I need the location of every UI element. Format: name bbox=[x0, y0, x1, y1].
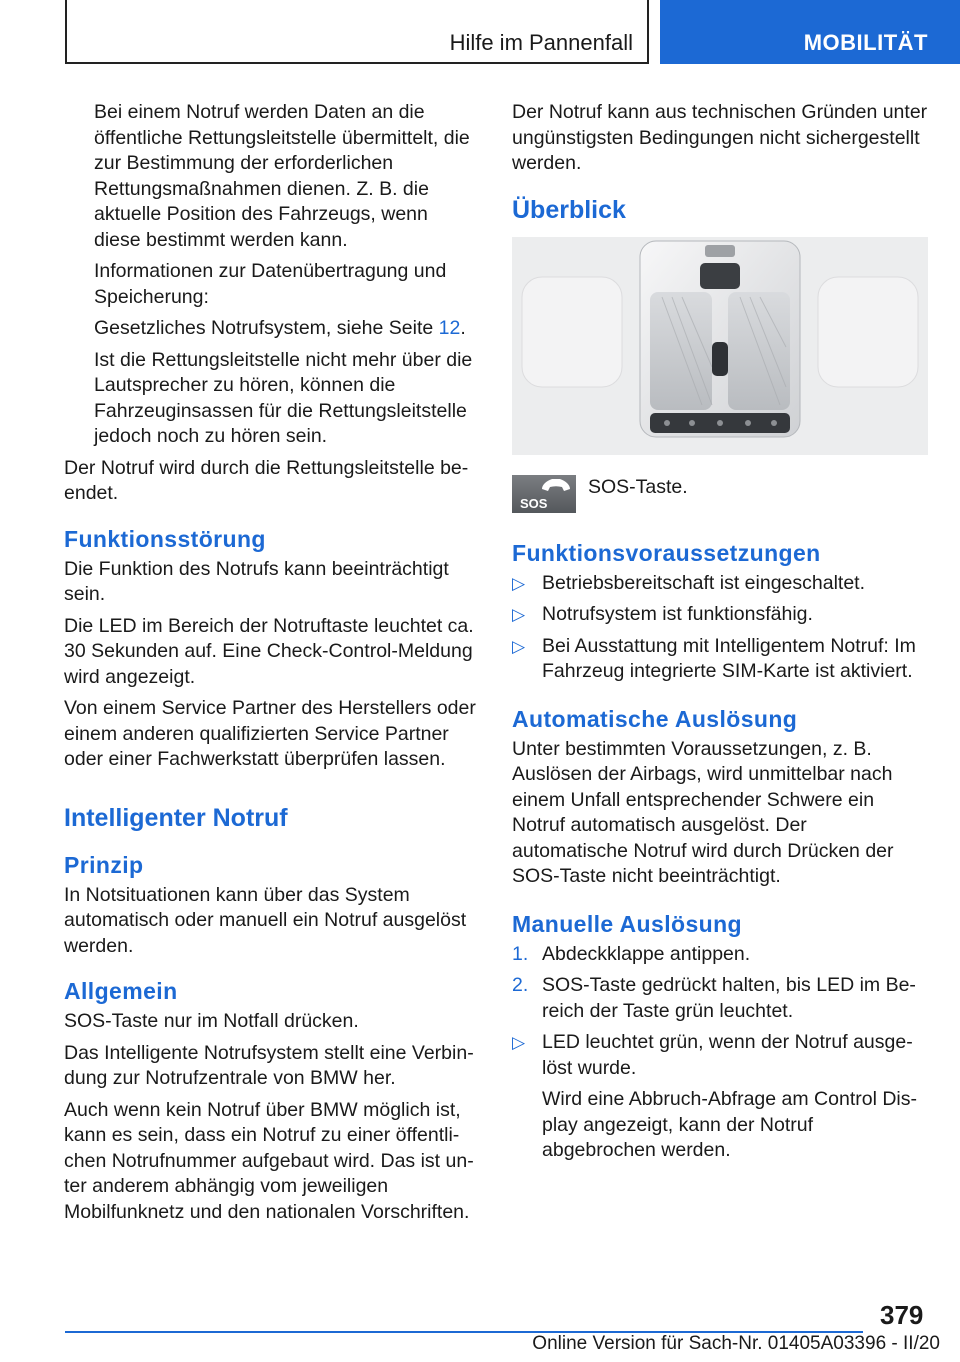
section-title: Hilfe im Pannenfall bbox=[449, 30, 633, 55]
paragraph: Wird eine Abbruch-Abfrage am Control Display angezeigt, kann der Notruf abgebrochen werden. bbox=[542, 1088, 917, 1161]
heading-funktionsstoerung: Funktionsstörung bbox=[64, 525, 266, 552]
step-number: 2. bbox=[512, 974, 529, 996]
heading-manuelle-ausloesung: Manuelle Auslösung bbox=[512, 910, 742, 937]
step-item: 2. SOS-Taste gedrückt halten, bis LED im Bereich der Taste grün leuchtet. bbox=[512, 974, 916, 1022]
header-box bbox=[65, 0, 649, 64]
chapter-tab: MOBILITÄT bbox=[660, 0, 960, 64]
triangle-bullet-icon: ▷ bbox=[512, 1033, 526, 1052]
heading-allgemein: Allgemein bbox=[64, 978, 178, 1004]
sos-button-icon: SOS bbox=[512, 475, 576, 513]
triangle-bullet-icon: ▷ bbox=[512, 636, 526, 656]
result-item: ▷ LED leuchtet grün, wenn der Notruf ausgelöst wurde. bbox=[512, 1031, 913, 1079]
sos-caption: SOS-Taste. bbox=[588, 475, 688, 498]
paragraph: Auch wenn kein Notruf über BMW möglich ist, kann es sein, dass ein Notruf zu einer öffentlichen Notrufnummer aufgebaut wird. Das ist unter anderem abhängig vom jeweiligen Mobilfunknetz und den nationalen Vorschriften. bbox=[64, 1098, 474, 1223]
right-column bbox=[512, 100, 928, 1170]
paragraph: Unter bestimmten Voraussetzungen, z. B. Auslösen der Airbags, wird unmittelbar nach einem Unfall entsprechender Schwere ein Notruf automatisch ausgelöst. Der automatische Notruf wird durch Drücken der SOS-Taste nicht beeinträchtigt. bbox=[512, 737, 894, 887]
list-item: ▷ Notrufsystem ist funktionsfähig. bbox=[512, 602, 928, 628]
sos-legend bbox=[512, 475, 928, 513]
paragraph-with-link: Gesetzliches Notrufsystem, siehe Seite 12. bbox=[94, 317, 466, 339]
online-version-note: Online Version für Sach-Nr. 01405A03396 - II/20 bbox=[532, 1333, 940, 1354]
triangle-bullet-icon: ▷ bbox=[512, 573, 526, 593]
page-number: 379 bbox=[880, 1300, 924, 1330]
paragraph: Bei einem Notruf werden Daten an die öffentliche Rettungsleitstelle übermittelt, die zur Bestimmung der erforderlichen Rettungsmaßnahmen dienen. Z. B. die aktuelle Position des Fahrzeugs, wenn diese bestimmt werden kann. bbox=[94, 101, 470, 251]
list-item: ▷ Betriebsbereitschaft ist eingeschaltet. bbox=[512, 571, 928, 597]
list-item: ▷ Bei Ausstattung mit Intelligentem Notruf: Im Fahrzeug integrierte SIM-Karte ist aktiviert. bbox=[512, 634, 916, 682]
overhead-console-photo bbox=[512, 237, 928, 455]
console-illustration bbox=[512, 237, 928, 455]
paragraph: Das Intelligente Notrufsystem stellt eine Verbindung zur Notrufzentrale von BMW her. bbox=[64, 1041, 474, 1089]
heading-funktionsvoraussetzungen: Funktionsvoraussetzungen bbox=[512, 539, 821, 566]
heading-intelligenter-notruf: Intelligenter Notruf bbox=[64, 803, 288, 832]
paragraph: In Notsituationen kann über das System automatisch oder manuell ein Notruf ausgelöst werden. bbox=[64, 883, 467, 957]
paragraph: Die LED im Bereich der Notruftaste leuchtet ca. 30 Sekunden auf. Eine Check-Control-Meldung wird angezeigt. bbox=[64, 614, 474, 688]
paragraph: Der Notruf wird durch die Rettungsleitstelle beendet. bbox=[64, 456, 469, 504]
heading-automatische-ausloesung: Automatische Auslösung bbox=[512, 705, 798, 732]
paragraph: Informationen zur Datenübertragung und Speicherung: bbox=[94, 260, 447, 308]
triangle-bullet-icon: ▷ bbox=[512, 605, 526, 624]
step-number: 1. bbox=[512, 942, 529, 965]
paragraph: Ist die Rettungsleitstelle nicht mehr über die Lautsprecher zu hören, können die Fahrzeuginsassen für die Rettungsleitstelle jedoch noch zu hören sein. bbox=[94, 348, 473, 447]
heading-ueberblick: Überblick bbox=[512, 195, 626, 224]
heading-prinzip: Prinzip bbox=[64, 851, 144, 878]
paragraph: SOS-Taste nur im Notfall drücken. bbox=[64, 1010, 359, 1032]
paragraph: Von einem Service Partner des Herstellers oder einem anderen qualifizierten Service Partner oder einer Fachwerkstatt überprüfen lassen. bbox=[64, 697, 476, 770]
page-link[interactable]: 12 bbox=[438, 317, 461, 339]
left-column bbox=[64, 100, 478, 1231]
paragraph: Der Notruf kann aus technischen Gründen unter ungünstigsten Bedingungen nicht sichergestellt werden. bbox=[512, 101, 928, 174]
step-item: 1. Abdeckklappe antippen. bbox=[512, 942, 928, 968]
paragraph: Die Funktion des Notrufs kann beeinträchtigt sein. bbox=[64, 557, 449, 605]
